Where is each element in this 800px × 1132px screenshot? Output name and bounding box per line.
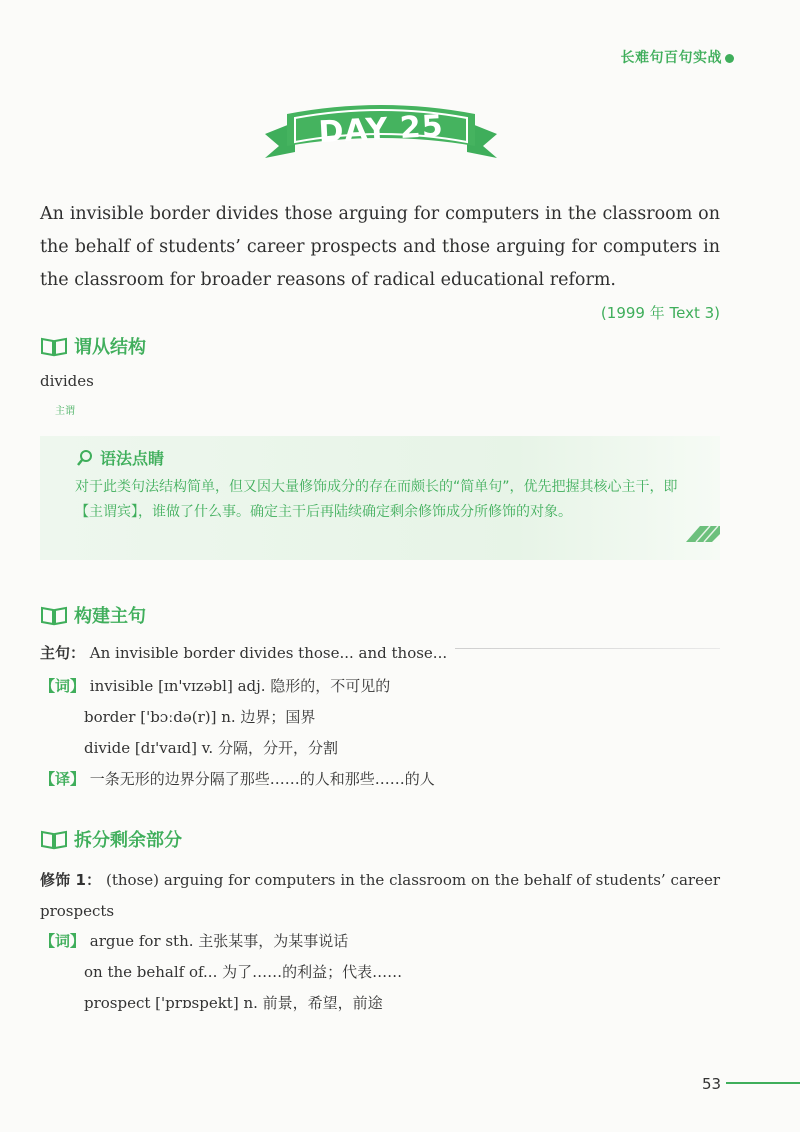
- sentence-text: An invisible border divides those arguing for computers in the classroom on the behalf of students’ career prospects and those arguing for computers in the classroom for broader reasons of radical educational reform.: [40, 204, 720, 290]
- book-title: 长难句百句实战: [620, 50, 722, 66]
- modifier-label: 修饰 1：: [40, 871, 102, 889]
- section-title-structure: [40, 333, 146, 359]
- divider: [455, 648, 720, 649]
- vocab-row-3: [40, 930, 348, 951]
- vocab-item: argue for sth. 主张某事，为某事说话: [89, 932, 349, 950]
- vocab-item: divide [dɪ'vaɪd] v. 分隔，分开，分割: [84, 739, 338, 757]
- book-icon: [40, 604, 68, 626]
- vocab-label: 【词】: [40, 932, 86, 950]
- translation-label: 【译】: [40, 770, 86, 788]
- structure-word: divides: [40, 372, 94, 390]
- tip-title-row: [76, 446, 164, 469]
- book-icon: [40, 335, 68, 357]
- section3-title: 拆分剩余部分: [74, 830, 182, 851]
- main-clause-text: An invisible border divides those... and those...: [89, 644, 448, 662]
- section1-title: 谓从结构: [74, 337, 146, 358]
- vocab-row-1: [40, 675, 390, 696]
- section-title-main: [40, 602, 146, 628]
- day-banner: [265, 94, 497, 160]
- modifier-row: [40, 865, 720, 927]
- page-rule: [726, 1082, 800, 1084]
- translation-text: 一条无形的边界分隔了那些……的人和那些……的人: [89, 770, 435, 788]
- section-title-split: [40, 826, 182, 852]
- corner-stripes-icon: [686, 526, 720, 542]
- vocab-item: on the behalf of... 为了……的利益；代表……: [84, 963, 403, 981]
- magnifier-icon: [76, 449, 94, 467]
- header-dot-icon: [725, 54, 734, 63]
- vocab-item: prospect ['prɒspekt] n. 前景，希望，前途: [84, 994, 383, 1012]
- vocab-item: border ['bɔːdə(r)] n. 边界；国界: [84, 708, 316, 726]
- vocab-item: invisible [ɪn'vɪzəbl] adj. 隐形的，不可见的: [89, 677, 391, 695]
- tip-title: 语法点睛: [100, 449, 165, 468]
- day-label: DAY 25: [317, 108, 445, 150]
- sentence-source: (1999 年 Text 3): [600, 304, 720, 322]
- structure-note: 主谓: [55, 406, 75, 417]
- main-clause-row: [40, 642, 447, 663]
- main-sentence: [40, 198, 720, 330]
- section2-title: 构建主句: [74, 606, 146, 627]
- modifier-text: (those) arguing for computers in the classroom on the behalf of students’ career prospects: [40, 871, 720, 920]
- page-number: 53: [702, 1075, 722, 1093]
- vocab-label: 【词】: [40, 677, 86, 695]
- translation-row: [40, 768, 435, 789]
- tip-body: 对于此类句法结构简单，但又因大量修饰成分的存在而颇长的“简单句”，优先把握其核心主干，即【主谓宾】，谁做了什么事。确定主干后再陆续确定剩余修饰成分所修饰的对象。: [75, 479, 678, 520]
- book-icon: [40, 828, 68, 850]
- main-clause-label: 主句：: [40, 644, 86, 662]
